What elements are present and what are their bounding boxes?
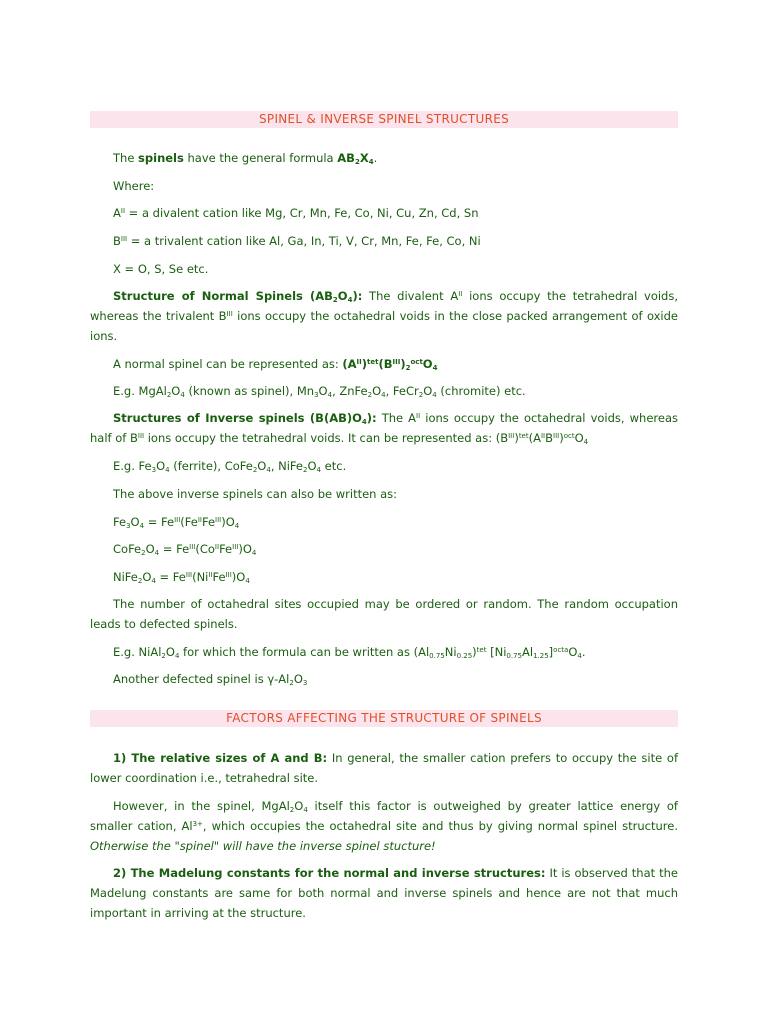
also-written-line: The above inverse spinels can also be written as:	[113, 487, 398, 501]
a-definition: $A^{II} = a$ divalent cation like Mg, Cr, Mn, Fe, Co, Ni, Cu, Zn, Cd, Sn	[113, 206, 479, 220]
section-heading-spinel: SPINEL & INVERSE SPINEL STRUCTURES	[90, 111, 678, 128]
factor-relative-sizes: 1) The relative sizes of A and B: In general, the smaller cation prefers to occupy the site of lower coordination i.e., tetrahedral site.	[90, 751, 678, 785]
inverse-spinel-paragraph: Structures of Inverse spinels $(B(AB)O_4)$: The $A^{II}$ ions occupy the octahedral voids, whereas half of $B^{III}$ ions occupy the tetrahedral voids. It can be represented as: $(B^{III})^{tet}(A^{II}B^{III})^{oct}O_4$	[90, 411, 678, 446]
gamma-alumina-line: Another defected spinel is $\gamma-Al_2O_3$	[113, 672, 308, 687]
factor-madelung-constants: 2) The Madelung constants for the normal and inverse structures: It is observed that the Madelung constants are same for both normal and inverse spinels and hence are not that much important in arriving at the structure.	[90, 866, 679, 920]
random-occupation-paragraph: The number of octahedral sites occupied may be ordered or random. The random occupation leads to defected spinels.	[90, 597, 678, 631]
normal-spinel-paragraph: Structure of Normal Spinels $(AB_2O_4)$: The divalent $A^{II}$ ions occupy the tetrahedral voids, whereas the trivalent $B^{III}$ ions occupy the octahedral voids in the close packed arrangement of oxide ions.	[90, 289, 678, 343]
however-paragraph: However, in the spinel, $MgAl_2O_4$ itself this factor is outweighed by greater lattice energy of smaller cation, $Al^{3+}$, which occupies the octahedral site and thus by giving normal spinel structure. Otherwise the "spinel" will have the inverse spinel stucture!	[90, 799, 678, 853]
section-heading-factors: FACTORS AFFECTING THE STRUCTURE OF SPINELS	[90, 710, 678, 727]
inverse-spinel-examples: E.g. $Fe_3O_4$ (ferrite), $CoFe_2O_4$, $NiFe_2O_4$ etc.	[113, 459, 347, 474]
b-definition: $B^{III} = a$ trivalent cation like Al, Ga, In, Ti, V, Cr, Mn, Fe, Fe, Co, Ni	[113, 234, 481, 248]
intro-paragraph: The spinels have the general formula $AB_2X_4$.	[113, 151, 378, 166]
where-label: Where:	[113, 179, 155, 193]
defected-spinel-example: E.g. $NiAl_2O_4$ for which the formula can be written as $(Al_{0.75}Ni_{0.25})^{tet}$ $[Ni_{0.75}Al_{1.25}]^{octa}O_4$.	[113, 645, 586, 660]
normal-spinel-examples: E.g. $MgAl_2O_4$ (known as spinel), $Mn_3O_4$, $ZnFe_2O_4$, $FeCr_2O_4$ (chromite) etc.	[113, 384, 526, 399]
formula-nife2o4: $NiFe_2O_4 = Fe^{III}(Ni^{II}Fe^{III})O_4$	[113, 570, 250, 585]
x-definition: X = O, S, Se etc.	[113, 262, 209, 276]
formula-cofe2o4: $CoFe_2O_4 = Fe^{III}(Co^{II}Fe^{III})O_4$	[113, 542, 257, 557]
formula-fe3o4: $Fe_3O_4 = Fe^{III}(Fe^{II}Fe^{III})O_4$	[113, 515, 240, 530]
normal-spinel-representation: A normal spinel can be represented as: $(A^{II})^{tet}(B^{III})_2^{oct}O_4$	[113, 357, 438, 372]
